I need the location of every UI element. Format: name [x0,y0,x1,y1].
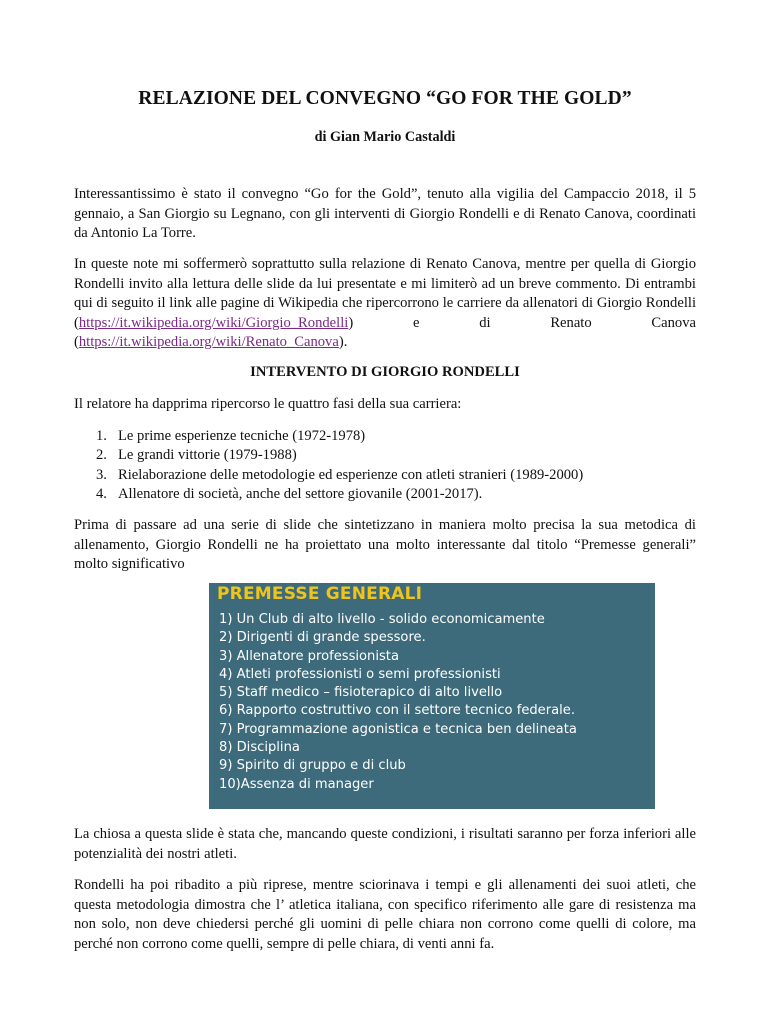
slide-intro-paragraph: Prima di passare ad una serie di slide che sintetizzano in maniera molto precisa la sua metodica di allenamento, Giorgio Rondelli ne ha proiettato una molto interessante dal titolo “Premesse generali” molto significativo [74,517,696,573]
list-item-number: 2. [96,447,107,464]
slide-item: 5) Staff medico – fisioterapico di alto livello [219,685,503,701]
section-lead: Il relatore ha dapprima ripercorso le quattro fasi della sua carriera: [74,396,462,412]
slide-title: PREMESSE GENERALI [217,584,423,604]
rondelli-wikipedia-link[interactable]: https://it.wikipedia.org/wiki/Giorgio_Rondelli [78,314,349,331]
list-item-text: Rielaborazione delle metodologie ed esperienze con atleti stranieri (1989-2000) [118,466,584,483]
list-item-text: Le prime esperienze tecniche (1972-1978) [118,428,366,444]
slide-items-list [219,611,577,794]
premesse-generali-slide [209,583,655,809]
slide-item: 1) Un Club di alto livello - solido economicamente [219,612,545,627]
notes-paragraph [74,255,696,353]
slide-item: 6) Rapporto costruttivo con il settore tecnico federale. [219,703,576,719]
document-author: di Gian Mario Castaldi [314,129,456,145]
notes-text-middle: ) e di Renato Canova ( [74,314,696,351]
closing-paragraph: Rondelli ha poi ribadito a più riprese, mentre sciorinava i tempi e gli allenamenti dei suoi atleti, che questa metodologia dimostra che l’ atletica italiana, con specifico riferimento alle gare di resistenza ma non solo, non deve chiedersi perché gli uomini di pelle chiara non corrono come quelli di colore, ma perché non corrono come quelli, sempre di pelle chiara, di venti anni fa. [74,877,696,952]
notes-text-after: ). [338,334,348,351]
list-item-text: Le grandi vittorie (1979-1988) [118,447,297,464]
list-item-text: Allenatore di società, anche del settore giovanile (2001-2017). [118,485,483,502]
section-heading: INTERVENTO DI GIORGIO RONDELLI [250,364,520,380]
slide-item: 3) Allenatore professionista [219,648,399,664]
slide-item: 7) Programmazione agonistica e tecnica ben delineata [219,721,577,737]
list-item-number: 4. [96,485,107,502]
canova-wikipedia-link[interactable]: https://it.wikipedia.org/wiki/Renato_Canova [78,334,339,351]
list-item-number: 3. [96,466,107,483]
document-title: RELAZIONE DEL CONVEGNO “GO FOR THE GOLD” [138,88,632,109]
slide-item: 4) Atleti professionisti o semi professionisti [219,666,501,682]
intro-paragraph: Interessantissimo è stato il convegno “Go for the Gold”, tenuto alla vigilia del Campaccio 2018, il 5 gennaio, a San Giorgio su Legnano, con gli interventi di Giorgio Rondelli e di Renato Canova, coordinati da Antonio La Torre. [74,186,696,242]
comment-paragraph: La chiosa a questa slide è stata che, mancando queste condizioni, i risultati saranno per forza inferiori alle potenzialità dei nostri atleti. [74,826,696,862]
notes-text-before: In queste note mi soffermerò soprattutto sulla relazione di Renato Canova, mentre per quella di Giorgio Rondelli invito alla lettura delle slide da lui presentate e mi limiterò ad un breve commento. Di entrambi qui di seguito il link alle pagine di Wikipedia che ripercorrono le carriere da allenatori di Giorgio Rondelli ( [74,256,696,331]
slide-item: 8) Disciplina [219,740,300,756]
slide-item: 2) Dirigenti di grande spessore. [219,630,426,646]
slide-item: 9) Spirito di gruppo e di club [219,758,406,774]
slide-item: 10)Assenza di manager [219,776,374,792]
list-item-number: 1. [96,428,107,444]
